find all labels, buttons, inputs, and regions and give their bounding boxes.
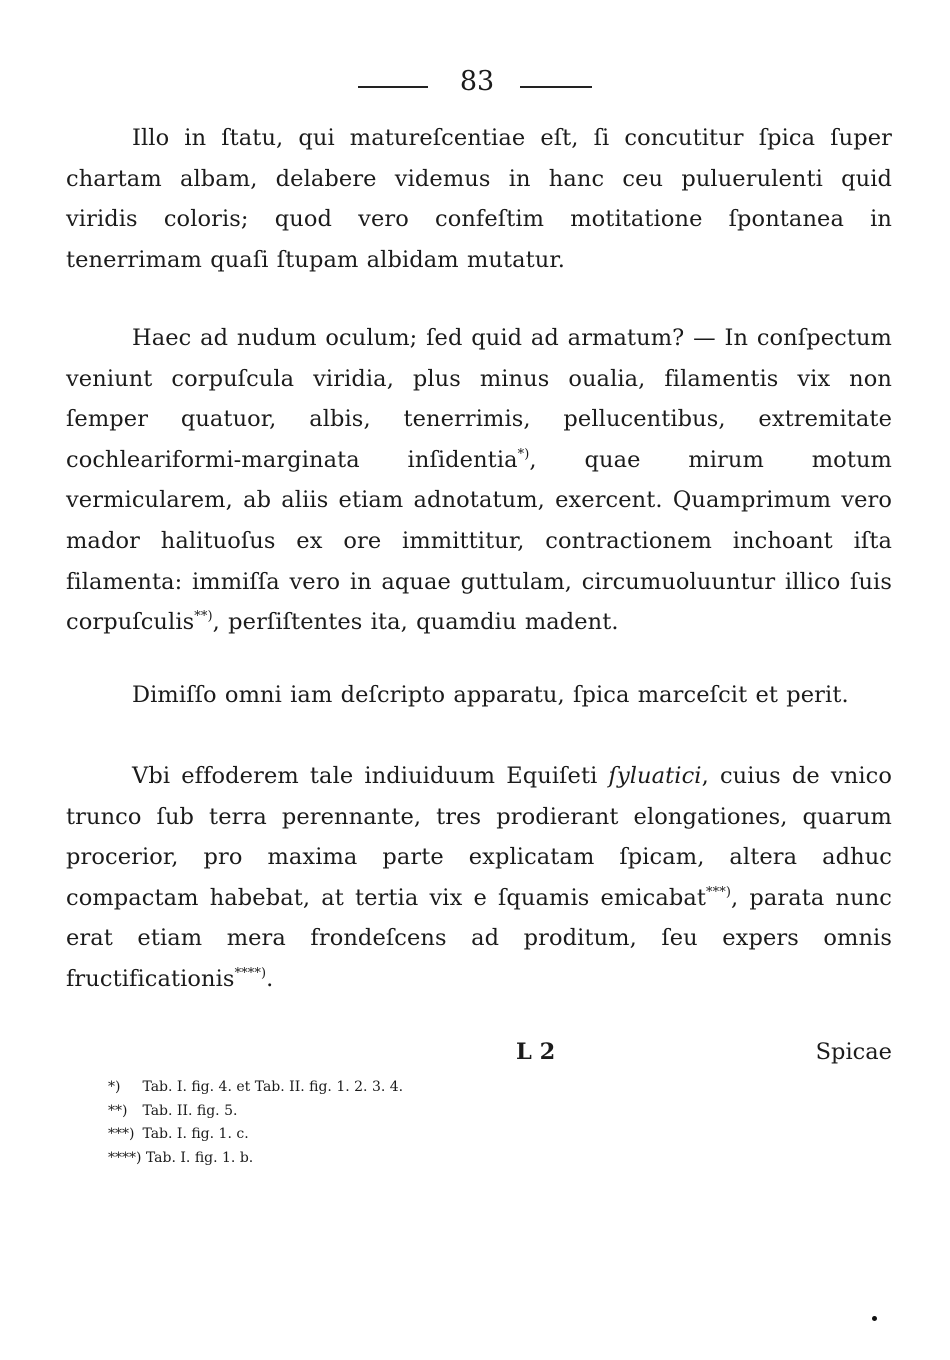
- footnote-mark: **): [108, 1102, 128, 1119]
- footnote-ref-2: **): [194, 609, 213, 625]
- paragraph-2-text-a: Haec ad nudum oculum; ſed quid ad armatum? — In conſpectum veniunt corpuſcula viridia, plus minus oualia, filamentis vix non ſemper quatuor, albis, tenerrimis, pellucentibus, extremitate cochleariformi-marginata inſidentia: [66, 325, 892, 473]
- paragraph-4-text-b: , cuius de vnico trunco ſub terra perennante, tres prodierant elongationes, quarum procerior, pro maxima parte explicatam ſpicam, altera adhuc compactam habebat, at tertia vix e ſquamis emicabat: [66, 763, 892, 911]
- footnotes: [108, 1076, 608, 1170]
- header-rule-right: [520, 86, 592, 88]
- page-footer-line: [0, 1032, 950, 1072]
- footnote-mark: ***): [108, 1126, 135, 1142]
- page-number: 83: [459, 66, 495, 97]
- paragraph-4-text-a: Vbi effoderem tale indiuiduum Equiſeti: [132, 763, 609, 789]
- header-rule-left: [358, 86, 428, 88]
- footnote-ref-1: *): [517, 446, 530, 462]
- paragraph-3: Dimiſſo omni iam deſcripto apparatu, ſpica marceſcit et perit.: [132, 682, 849, 708]
- paragraph-2: [66, 318, 892, 643]
- page-header: [0, 64, 950, 104]
- footnote-ref-3: ***): [706, 884, 732, 900]
- footnote-item: [108, 1147, 608, 1171]
- footnote-text: Tab. I. fig. 1. b.: [145, 1149, 254, 1166]
- paragraph-2-text-b: , quae mirum motum vermicularem, ab aliis etiam adnotatum, exercent. Quamprimum vero mador halituoſus ex ore immittitur, contractionem inchoant iſta filamenta: immiſſa vero in aquae guttulam, circumuoluuntur illico ſuis corpuſculis: [66, 446, 892, 636]
- footnote-ref-4: ****): [234, 965, 267, 981]
- ink-speck: [872, 1316, 877, 1321]
- footnote-text: Tab. I. fig. 4. et Tab. II. fig. 1. 2. 3. 4.: [142, 1079, 404, 1095]
- footnote-item: [108, 1076, 608, 1100]
- footnote-mark: ****): [108, 1149, 142, 1166]
- footnote-mark: *): [108, 1079, 121, 1095]
- paragraph-4-text-d: .: [266, 965, 274, 992]
- footnote-item: [108, 1100, 608, 1124]
- footnote-text: Tab. I. fig. 1. c.: [142, 1126, 249, 1142]
- paragraph-4-text-c: , parata nunc erat etiam mera frondeſcens ad proditum, ſeu expers omnis fructificationis: [66, 884, 892, 992]
- paragraph-1: Illo in ſtatu, qui matureſcentiae eſt, ſi concutitur ſpica ſuper chartam albam, delabere videmus in hanc ceu puluerulenti quid viridis coloris; quod vero confeſtim motitatione ſpontanea in tenerrimam quaſi ſtupam albidam mutatur.: [66, 125, 892, 273]
- footnote-text: Tab. II. fig. 5.: [142, 1102, 238, 1119]
- paragraph-4: [66, 756, 892, 1000]
- footnote-item: [108, 1123, 608, 1147]
- signature-mark: L 2: [516, 1039, 556, 1065]
- paragraph-2-text-c: , perſiſtentes ita, quamdiu madent.: [212, 609, 619, 636]
- species-name: ſyluatici: [608, 763, 702, 789]
- catchword: Spicae: [815, 1039, 892, 1065]
